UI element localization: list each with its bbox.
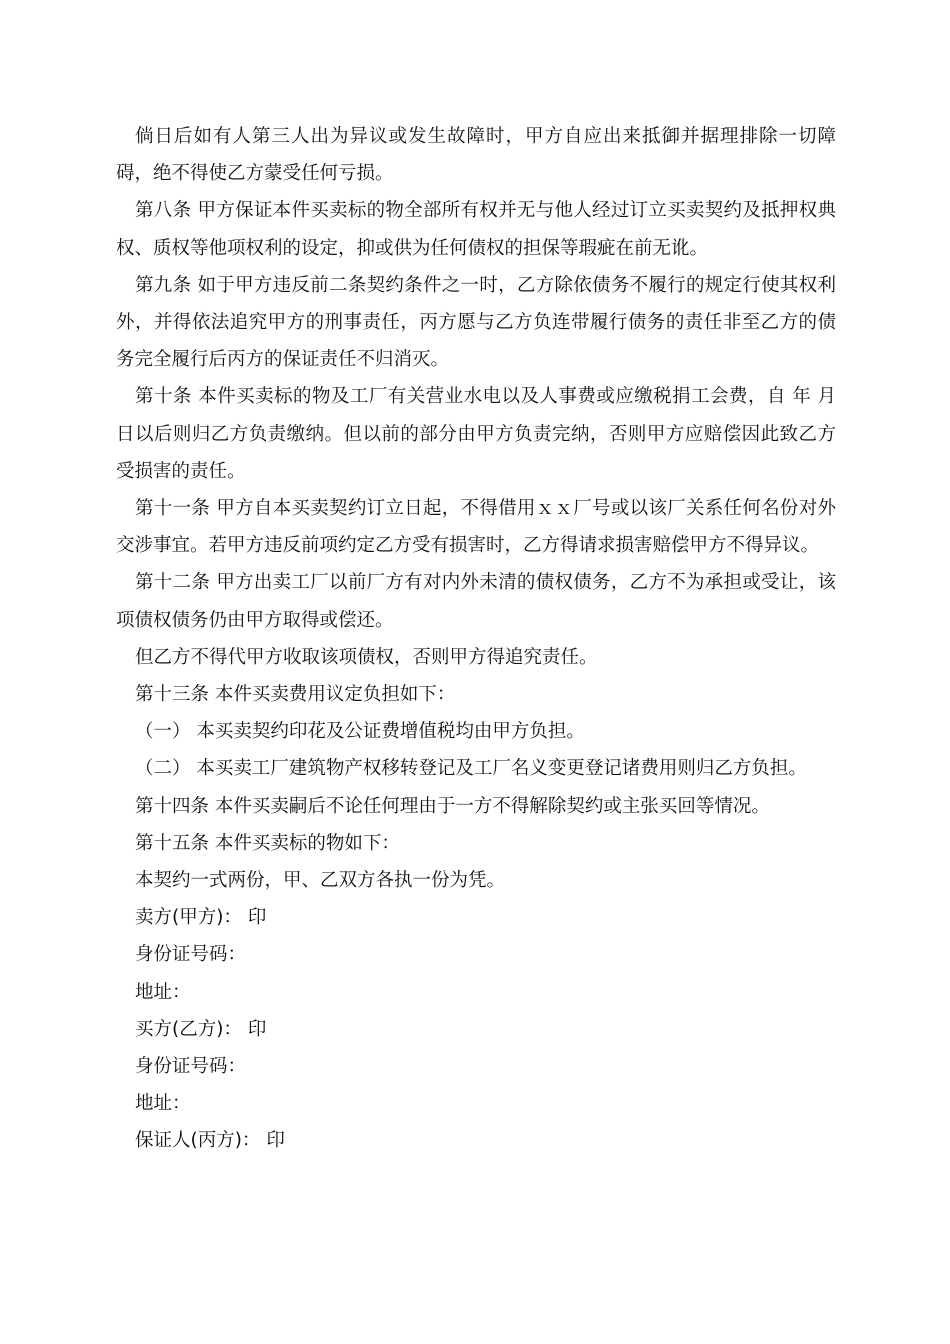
- paragraph-article-14: 第十四条 本件买卖嗣后不论任何理由于一方不得解除契约或主张买回等情况。: [135, 795, 770, 817]
- paragraph-article-11: 第十一条 甲方自本买卖契约订立日起，不得借用ｘｘ厂号或以该厂关系任何名份对外交涉事宜。若甲方违反前项约定乙方受有损害时，乙方得请求损害赔偿甲方不得异议。: [116, 498, 836, 557]
- paragraph-article-12-note: 但乙方不得代甲方收取该项债权，否则甲方得追究责任。: [135, 646, 598, 668]
- paragraph-article-10: 第十条 本件买卖标的物及工厂有关营业水电以及人事费或应缴税捐工会费，自 年 月 日以后则归乙方负责缴纳。但以前的部分由甲方负责完纳，否则甲方应赔偿因此致乙方受损害的责任。: [116, 386, 836, 482]
- contract-body: [116, 118, 836, 1160]
- seller-signature-line: 卖方(甲方)： 印: [135, 907, 267, 929]
- paragraph-obstacle-clause: 倘日后如有人第三人出为异议或发生故障时，甲方自应出来抵御并据理排除一切障碍，绝不得使乙方蒙受任何亏损。: [116, 126, 836, 185]
- paragraph-article-8: 第八条 甲方保证本件买卖标的物全部所有权并无与他人经过订立买卖契约及抵押权典权、质权等他项权利的设定，抑或供为任何债权的担保等瑕疵在前无讹。: [116, 200, 836, 259]
- buyer-address-line: 地址：: [135, 1093, 191, 1115]
- paragraph-article-13-item-1: （一） 本买卖契约印花及公证费增值税均由甲方负担。: [135, 721, 585, 743]
- buyer-id-number-line: 身份证号码：: [135, 1056, 247, 1078]
- paragraph-article-13: 第十三条 本件买卖费用议定负担如下：: [135, 684, 456, 706]
- buyer-signature-line: 买方(乙方)： 印: [135, 1018, 267, 1040]
- paragraph-article-15: 第十五条 本件买卖标的物如下：: [135, 832, 400, 854]
- seller-id-number-line: 身份证号码：: [135, 944, 247, 966]
- paragraph-article-13-item-2: （二） 本买卖工厂建筑物产权移转登记及工厂名义变更登记诸费用则归乙方负担。: [135, 758, 807, 780]
- paragraph-copies: 本契约一式两份，甲、乙双方各执一份为凭。: [135, 870, 506, 892]
- seller-address-line: 地址：: [135, 981, 191, 1003]
- guarantor-signature-line: 保证人(丙方)： 印: [135, 1130, 285, 1152]
- paragraph-article-12: 第十二条 甲方出卖工厂以前厂方有对内外未清的债权债务，乙方不为承担或受让，该项债权债务仍由甲方取得或偿还。: [116, 572, 836, 631]
- paragraph-article-9: 第九条 如于甲方违反前二条契约条件之一时，乙方除依债务不履行的规定行使其权利外，并得依法追究甲方的刑事责任，丙方愿与乙方负连带履行债务的责任非至乙方的债务完全履行后丙方的保证责任不归消灭。: [116, 274, 836, 371]
